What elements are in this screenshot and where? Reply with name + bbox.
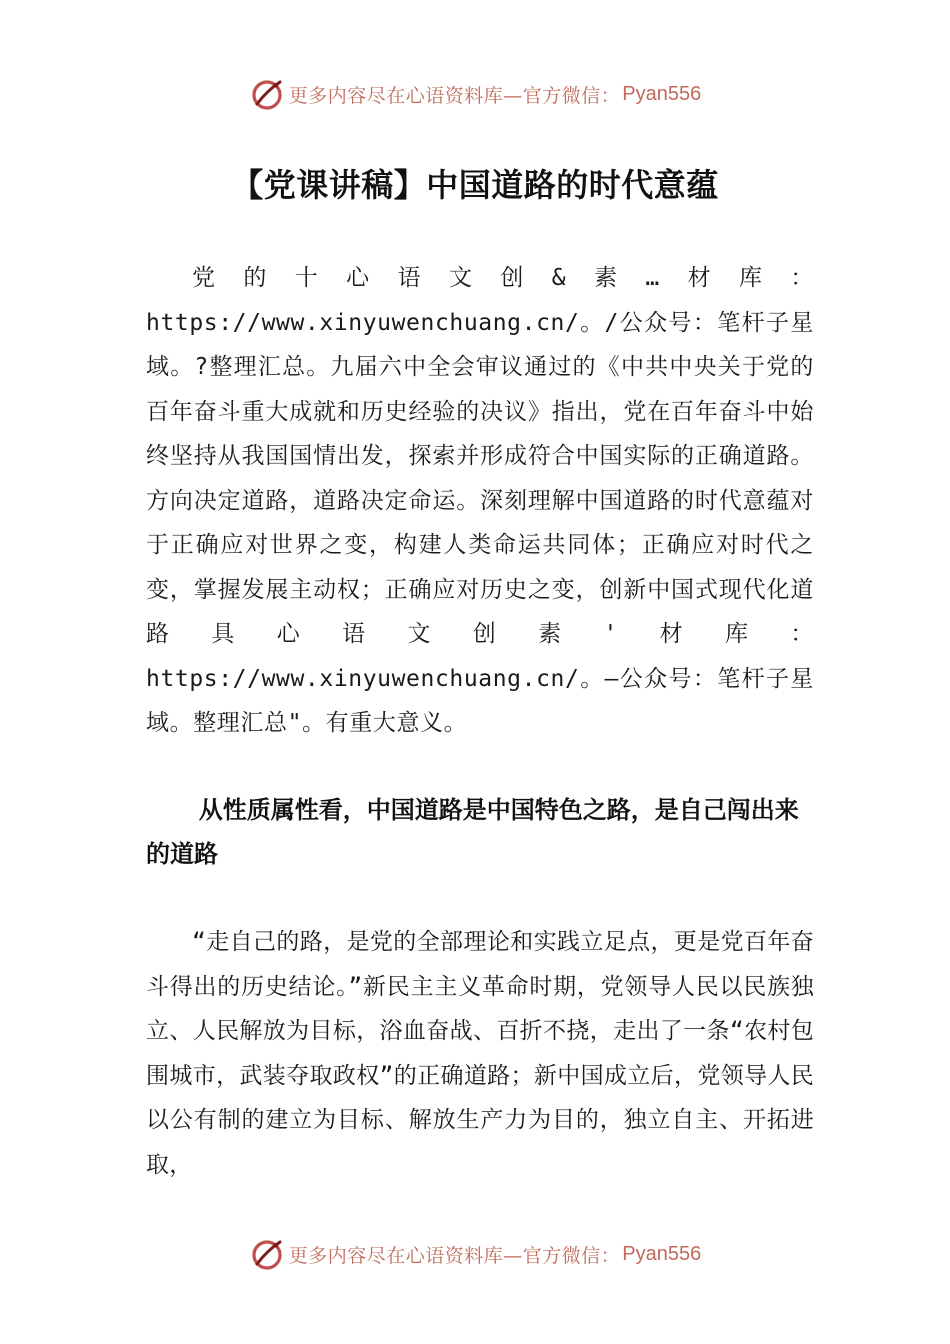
document-title: 【党课讲稿】中国道路的时代意蕴: [231, 166, 719, 204]
brush-logo-icon: [249, 1236, 285, 1272]
watermark-text: 更多内容尽在心语资料库—官方微信：: [288, 84, 621, 107]
watermark-wechat-id: Pyan556: [622, 1242, 702, 1265]
footer-watermark: [0, 1234, 950, 1274]
watermark-wechat-id: Pyan556: [622, 82, 702, 105]
brush-logo-icon: [249, 76, 285, 112]
body-paragraph-intro: 党的十心语文创&素…材库：https://www.xinyuwenchuang.cn/。/公众号：笔杆子星域。?整理汇总。九届六中全会审议通过的《中共中央关于党的百年奋斗重大成就和历史经验的决议》指出，党在百年奋斗中始终坚持从我国国情出发，探索并形成符合中国实际的正确道路。方向决定道路，道路决定命运。深刻理解中国道路的时代意蕴对于正确应对世界之变，构建人类命运共同体；正确应对时代之变，掌握发展主动权；正确应对历史之变，创新中国式现代化道路具心语文创素'材库：https://www.xinyuwenchuang.cn/。—公众号：笔杆子星域。整理汇总"。有重大意义。: [146, 265, 814, 736]
header-watermark: [0, 74, 950, 114]
body-paragraph-section-1: “走自己的路，是党的全部理论和实践立足点，更是党百年奋斗得出的历史结论。”新民主主义革命时期，党领导人民以民族独立、人民解放为目标，浴血奋战、百折不挠，走出了一条“农村包围城市，武装夺取政权”的正确道路；新中国成立后，党领导人民以公有制的建立为目标、解放生产力为目的，独立自主、开拓进取，: [146, 929, 814, 1178]
watermark-text: 更多内容尽在心语资料库—官方微信：: [288, 1244, 621, 1267]
section-heading: 从性质属性看，中国道路是中国特色之路，是自己闯出来的道路: [146, 796, 799, 868]
